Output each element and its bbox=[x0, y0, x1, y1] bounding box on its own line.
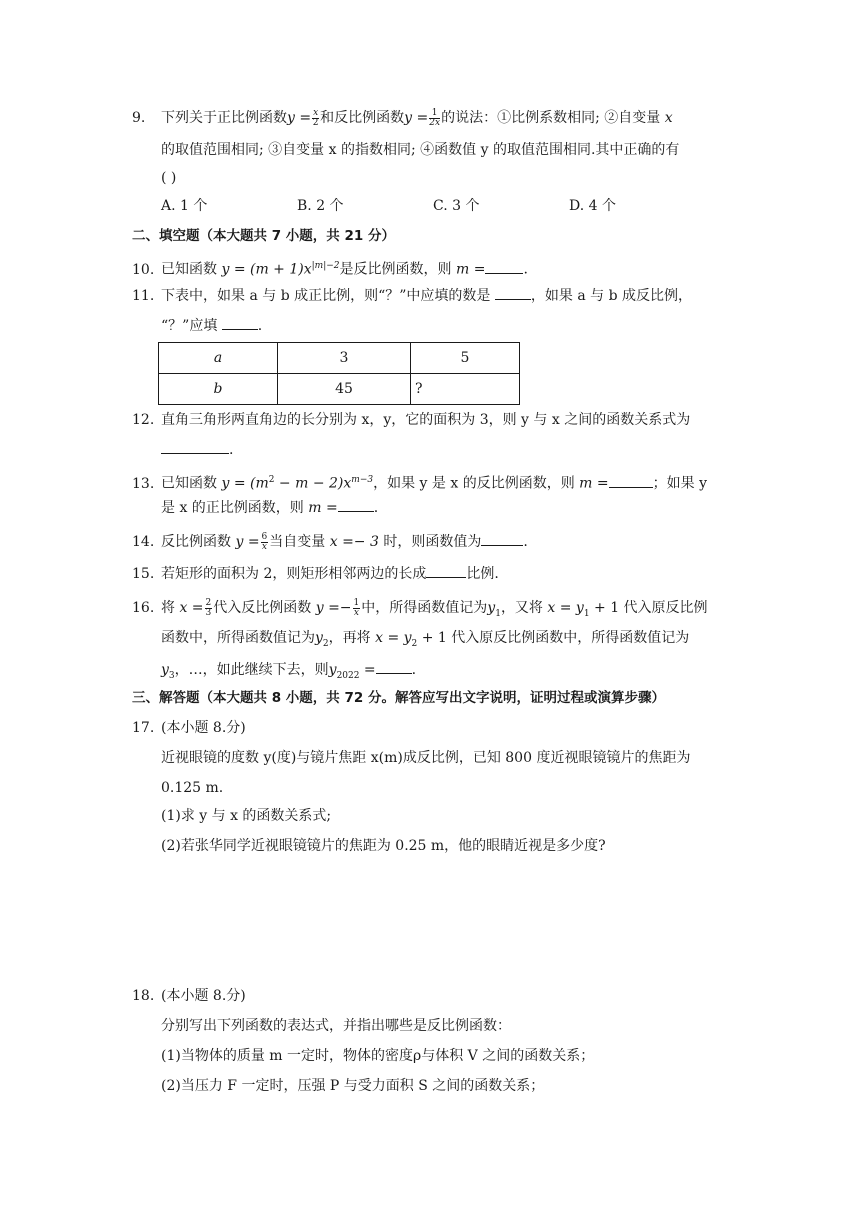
fraction: $\frac{1}{2x}$ bbox=[429, 107, 441, 128]
section-heading-answer: 三、解答题（本大题共 8 小题，共 72 分。解答应写出文字说明，证明过程或演算步骤） bbox=[132, 690, 665, 706]
question-13: 13. 已知函数 $y = (m^2 - m - 2)x^{m-3}$，如果 y 是 x 的反比例函数，则 m = ；如果 y bbox=[132, 475, 707, 492]
choice-a: A. 1 个 bbox=[161, 198, 208, 214]
choice-d: D. 4 个 bbox=[569, 198, 616, 214]
table-cell: 5 bbox=[411, 343, 520, 374]
answer-blank bbox=[161, 441, 229, 454]
question-16: 16. 将 x = $\frac{2}{3}$ 代入反比例函数 y =− $\frac{1}{x}$ 中，所得函数值记为$y_1$，又将 $x = y_1 + 1$ 代入原反比例 bbox=[132, 597, 708, 619]
question-17-text: 近视眼镜的度数 y(度)与镜片焦距 x(m)成反比例，已知 800 度近视眼镜镜片的焦距为 bbox=[161, 750, 691, 766]
fraction: $\frac{1}{x}$ bbox=[353, 597, 360, 618]
fraction: $\frac{2}{3}$ bbox=[205, 597, 212, 618]
answer-bracket: ( ) bbox=[161, 170, 177, 186]
ratio-table bbox=[158, 342, 520, 405]
question-16-line3: $y_3$，…，如此继续下去，则$y_{2022}$ = . bbox=[161, 662, 417, 681]
question-11-line2: “？”应填 . bbox=[161, 318, 263, 334]
fraction: $\frac{6}{x}$ bbox=[261, 531, 268, 552]
answer-blank bbox=[376, 661, 412, 674]
question-17-part1: (1)求 y 与 x 的函数关系式; bbox=[161, 808, 332, 824]
question-18-text: 分别写出下列函数的表达式，并指出哪些是反比例函数： bbox=[161, 1018, 511, 1034]
table-row bbox=[159, 343, 520, 374]
question-13-line2: 是 x 的正比例函数，则 m = . bbox=[161, 500, 379, 516]
choice-b: B. 2 个 bbox=[297, 198, 344, 214]
table-cell: 3 bbox=[278, 343, 411, 374]
answer-blank bbox=[481, 533, 523, 546]
table-cell: a bbox=[159, 343, 278, 374]
question-16-line2: 函数中，所得函数值记为$y_2$，再将 $x = y_2 + 1$ 代入原反比例函数中，所得函数值记为 bbox=[161, 630, 690, 649]
choice-c: C. 3 个 bbox=[433, 198, 480, 214]
question-12-line2: . bbox=[161, 440, 233, 460]
question-number: 9. bbox=[132, 110, 146, 126]
question-11: 11. 下表中，如果 a 与 b 成正比例，则“？”中应填的数是 ，如果 a 与 b 成反比例， bbox=[132, 288, 692, 304]
answer-blank bbox=[485, 261, 523, 274]
question-17-part2: (2)若张华同学近视眼镜镜片的焦距为 0.25 m，他的眼睛近视是多少度? bbox=[161, 838, 606, 854]
answer-blank bbox=[426, 565, 466, 578]
question-18: 18. (本小题 8.分) bbox=[132, 988, 246, 1004]
answer-blank bbox=[495, 287, 531, 300]
table-row bbox=[159, 374, 520, 405]
question-17-text2: 0.125 m. bbox=[161, 780, 224, 796]
table-cell: ? bbox=[411, 374, 520, 405]
table-cell: b bbox=[159, 374, 278, 405]
question-9-line2: 的取值范围相同; ③自变量 x 的指数相同; ④函数值 y 的取值范围相同.其中正确的有 bbox=[161, 142, 680, 158]
question-18-part2: (2)当压力 F 一定时，压强 P 与受力面积 S 之间的函数关系； bbox=[161, 1078, 545, 1094]
question-14: 14. 反比例函数 y = $\frac{6}{x}$ 当自变量 x =− 3 时，则函数值为 . bbox=[132, 531, 528, 552]
question-10: 10. 已知函数 $y = (m + 1)x^{|m|-2}$是反比例函数，则 m = . bbox=[132, 261, 528, 278]
answer-blank bbox=[222, 317, 258, 330]
section-heading-fill-in: 二、填空题（本大题共 7 小题，共 21 分） bbox=[132, 228, 395, 244]
question-9: 9. 下列关于正比例函数y = $\frac{x}{2}$ 和反比例函数y = $\frac{1}{2x}$ 的说法：①比例系数相同; ②自变量 x bbox=[132, 107, 673, 128]
answer-blank bbox=[609, 475, 653, 488]
question-12: 12. 直角三角形两直角边的长分别为 x，y，它的面积为 3，则 y 与 x 之间的函数关系式为 bbox=[132, 412, 691, 428]
question-17: 17. (本小题 8.分) bbox=[132, 720, 246, 736]
question-18-part1: (1)当物体的质量 m 一定时，物体的密度ρ与体积 V 之间的函数关系； bbox=[161, 1048, 595, 1064]
table-cell: 45 bbox=[278, 374, 411, 405]
question-15: 15. 若矩形的面积为 2，则矩形相邻两边的长成 比例. bbox=[132, 566, 499, 582]
fraction: $\frac{x}{2}$ bbox=[312, 107, 319, 128]
answer-blank bbox=[338, 499, 374, 512]
